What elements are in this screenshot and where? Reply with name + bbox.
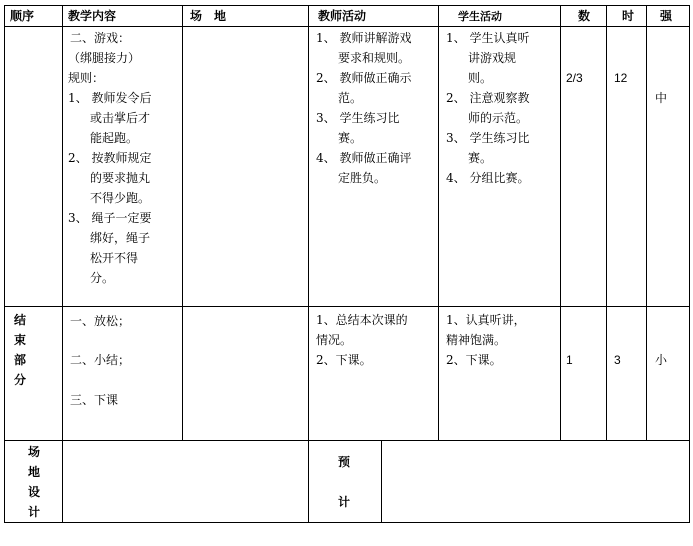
end-content-item: 三、下课 [70,393,119,407]
teacher-line: 范。 [338,91,363,105]
content-line: 或击掌后才 [90,111,151,125]
content-line: 2、 按教师规定 [68,151,152,165]
content-line: 的要求抛丸 [90,171,151,185]
game-count: 2/3 [566,71,583,85]
venue-label-char: 计 [27,505,40,519]
student-line: 2、下课。 [446,353,502,367]
table-border-top [4,5,689,6]
teacher-line: 3、 学生练习比 [316,111,400,125]
content-line: 能起跑。 [90,131,139,145]
student-line: 讲游戏规 [468,51,517,65]
teacher-line: 4、 教师做正确评 [316,151,412,165]
game-content-cell [68,28,151,288]
content-line: 规则： [68,71,105,85]
column-divider [646,5,647,441]
student-line: 则。 [468,71,493,85]
content-line: 松开不得 [90,251,139,265]
header-student-activity: 学生活动 [458,10,502,23]
section-label-char: 结 [13,313,26,327]
section-label-char: 束 [13,333,26,347]
game-time: 12 [614,71,628,85]
venue-label-char: 场 [27,445,40,459]
column-divider [606,5,607,441]
content-line: 不得少跑。 [90,191,151,205]
section-label-char: 分 [13,373,26,387]
end-content-item: 二、小结； [70,353,131,367]
header-venue: 场 地 [190,9,227,23]
teacher-line: 要求和规则。 [338,51,411,65]
column-divider [308,5,309,523]
table-border-bottom [4,522,689,523]
end-content-item: 一、放松； [70,314,131,328]
student-line: 1、认真听讲， [446,313,526,327]
venue-label-char: 设 [27,485,40,499]
game-intensity: 中 [655,91,668,105]
header-divider [4,26,689,27]
teacher-line: 1、 教师讲解游戏 [316,31,412,45]
end-student-cell [446,310,526,370]
header-teacher-activity: 教师活动 [318,9,367,23]
student-line: 精神饱满。 [446,333,507,347]
table-border-right [689,5,690,523]
header-order: 顺序 [10,9,35,23]
teacher-line: 赛。 [338,131,363,145]
teacher-line: 1、总结本次课的 [316,313,408,327]
row-divider [4,440,689,441]
student-line: 师的示范。 [468,111,529,125]
column-divider [560,5,561,441]
game-student-cell [446,28,529,188]
teacher-line: 情况。 [316,333,353,347]
student-line: 4、 分组比赛。 [446,171,530,185]
estimate-label-char: 计 [338,495,351,509]
content-line: （绑腿接力） [68,51,141,65]
section-label-end [12,310,28,390]
column-divider [381,440,382,523]
content-line: 二、游戏： [70,31,131,45]
end-teacher-cell [316,310,408,370]
end-intensity: 小 [655,353,668,367]
header-content: 教学内容 [68,9,117,23]
venue-label-char: 地 [27,465,40,479]
teacher-line: 2、下课。 [316,353,372,367]
teacher-line: 定胜负。 [338,171,387,185]
venue-design-label [26,442,42,522]
game-teacher-cell [316,28,411,188]
end-count: 1 [566,353,573,367]
student-line: 赛。 [468,151,493,165]
estimate-label-char: 预 [338,455,351,469]
content-line: 1、 教师发令后 [68,91,152,105]
student-line: 2、 注意观察教 [446,91,530,105]
column-divider [182,5,183,441]
end-time: 3 [614,353,621,367]
student-line: 1、 学生认真听 [446,31,530,45]
header-count: 数 [578,9,591,23]
content-line: 绑好，绳子 [90,231,151,245]
section-label-char: 部 [13,353,26,367]
student-line: 3、 学生练习比 [446,131,530,145]
content-line: 分。 [90,271,115,285]
header-intensity: 强 [660,9,673,23]
header-time: 时 [622,9,635,23]
content-line: 3、 绳子一定要 [68,211,152,225]
column-divider [438,5,439,441]
teacher-line: 2、 教师做正确示 [316,71,412,85]
column-divider [62,5,63,523]
row-divider [4,306,689,307]
table-border-left [4,5,5,523]
